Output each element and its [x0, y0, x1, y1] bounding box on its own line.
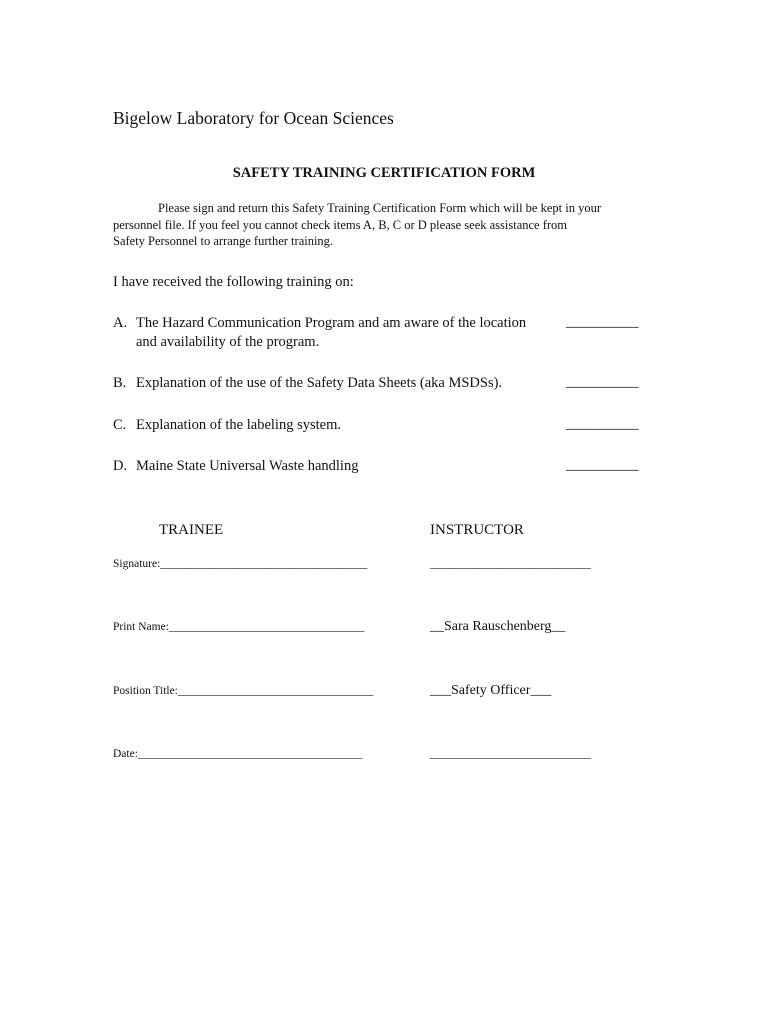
training-item-d	[113, 457, 358, 476]
item-letter: D.	[113, 458, 128, 474]
signature-row	[113, 558, 367, 570]
instructions-line-3: Safety Personnel to arrange further training.	[113, 234, 334, 248]
item-text-line-2: and availability of the program.	[136, 334, 320, 350]
training-item-c	[113, 416, 341, 435]
trainee-date-field[interactable]: _______________________________________	[137, 748, 363, 760]
instructions-paragraph	[113, 200, 658, 250]
instructor-print-name-field[interactable]: __Sara Rauschenberg__	[430, 619, 566, 634]
signature-label: Signature:	[113, 558, 161, 570]
item-text-line-1: Explanation of the use of the Safety Data Sheets (aka MSDSs).	[136, 375, 503, 391]
instructor-position-title-field[interactable]: ___Safety Officer___	[430, 683, 552, 698]
instructor-heading: INSTRUCTOR	[430, 522, 524, 538]
organization-name: Bigelow Laboratory for Ocean Sciences	[113, 108, 394, 128]
item-letter: C.	[113, 417, 127, 433]
form-title-text: SAFETY TRAINING CERTIFICATION FORM	[232, 165, 536, 181]
checkbox-line-item-b[interactable]: __________	[566, 374, 639, 390]
date-label: Date:	[113, 748, 138, 760]
date-row	[113, 748, 362, 760]
item-text-line-1: Maine State Universal Waste handling	[136, 458, 359, 474]
item-letter: B.	[113, 375, 127, 391]
position-title-row	[113, 685, 373, 697]
trainee-heading: TRAINEE	[159, 522, 224, 538]
item-letter: A.	[113, 315, 128, 331]
training-item-a	[113, 314, 526, 352]
instructions-line-1: Please sign and return this Safety Training Certification Form which will be kept in your	[158, 201, 601, 215]
checkbox-line-item-d[interactable]: __________	[566, 457, 639, 473]
checkbox-line-item-a[interactable]: __________	[566, 314, 639, 330]
training-intro: I have received the following training on:	[113, 274, 354, 290]
instructor-date-field[interactable]: ____________________________	[430, 748, 591, 760]
trainee-position-title-field[interactable]: __________________________________	[177, 685, 374, 697]
trainee-print-name-field[interactable]: __________________________________	[168, 621, 365, 633]
training-item-b	[113, 374, 502, 393]
trainee-signature-field[interactable]: ____________________________________	[160, 558, 368, 570]
instructions-line-2: personnel file. If you feel you cannot check items A, B, C or D please seek assistance from	[113, 217, 568, 232]
item-text-line-1: Explanation of the labeling system.	[136, 417, 341, 433]
position-title-label: Position Title:	[113, 685, 178, 697]
form-title	[0, 165, 770, 182]
item-text-line-1: The Hazard Communication Program and am aware of the location	[136, 315, 527, 331]
print-name-label: Print Name:	[113, 621, 169, 633]
checkbox-line-item-c[interactable]: __________	[566, 416, 639, 432]
instructor-signature-field[interactable]: ____________________________	[430, 558, 591, 570]
print-name-row	[113, 621, 364, 633]
